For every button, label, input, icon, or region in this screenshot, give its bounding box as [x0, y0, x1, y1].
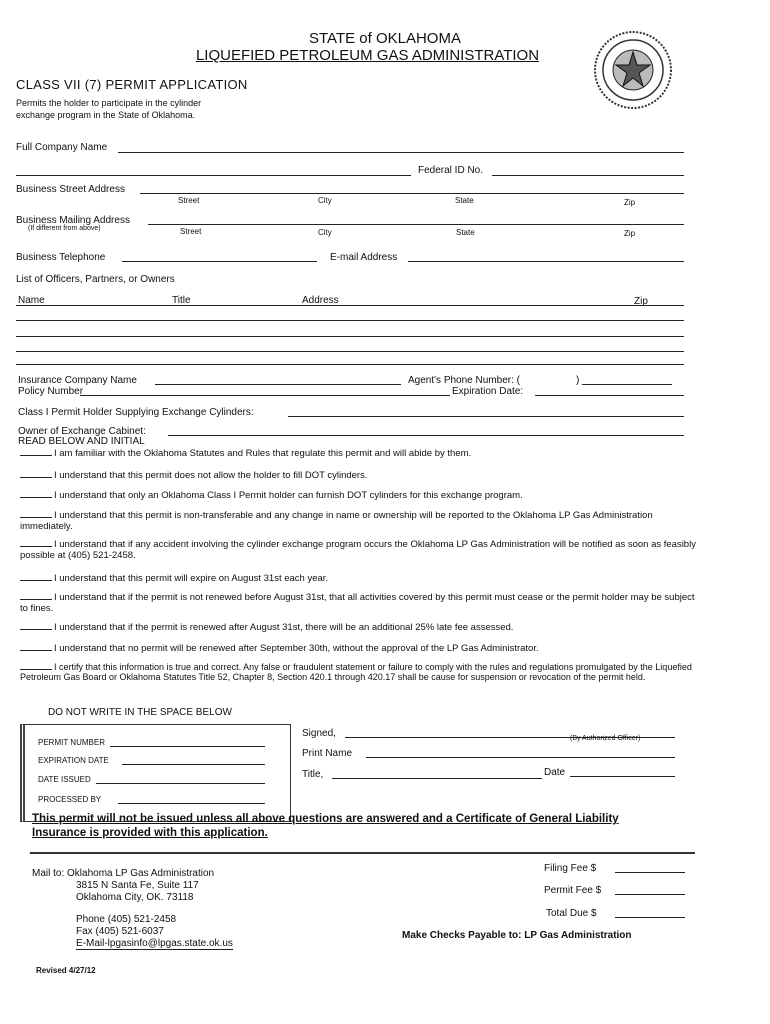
print-name-label: Print Name	[302, 748, 353, 759]
cabinet-owner-label: Owner of Exchange Cabinet:	[18, 426, 146, 437]
statement-7: I understand that if the permit is not renewed before August 31st, that all activities covered by this permit must cease or the permit holder may be subject to fines.	[20, 592, 695, 614]
statement-5: I understand that if any accident involving the cylinder exchange program occurs the Oklahoma LP Gas Administration will be notified as soon as feasibly possible at (405) 521-2458.	[20, 539, 696, 561]
class1-holder-label: Class I Permit Holder Supplying Exchange Cylinders:	[18, 407, 254, 418]
signed-label: Signed,	[302, 728, 336, 739]
expiration-date-field[interactable]	[535, 395, 684, 396]
insurance-company-field[interactable]	[155, 384, 401, 385]
date-issued-field	[96, 783, 265, 784]
permit-fee-field[interactable]	[615, 894, 685, 895]
company-name-label: Full Company Name	[16, 142, 108, 153]
federal-id-label: Federal ID No.	[418, 165, 484, 176]
authorized-officer-note: (By Authorized Officer)	[570, 735, 641, 742]
initial-blank-8[interactable]	[20, 629, 52, 630]
officer-row-3[interactable]	[16, 336, 684, 337]
mailing-street-col-label: Street	[180, 227, 202, 236]
office-email: E-Mail-lpgasinfo@lpgas.state.ok.us	[76, 938, 233, 949]
statement-10: I certify that this information is true and correct. Any false or fraudulent statement or failure to comply with the rules and regulations promulgated by the Liquefied Petroleum Gas Board or Oklahoma Statutes Title 52, Chapter 8, Section 420.1 through 420.17 shall be cause for suspension or revocation of the permit held.	[20, 662, 692, 682]
mail-to-label: Mail to: Oklahoma LP Gas Administration	[32, 868, 215, 879]
mail-address-2: Oklahoma City, OK. 73118	[76, 892, 194, 903]
initial-blank-9[interactable]	[20, 650, 52, 651]
initial-blank-10[interactable]	[20, 669, 52, 670]
statement-1: I am familiar with the Oklahoma Statutes and Rules that regulate this permit and will abide by them.	[20, 448, 700, 459]
date-field[interactable]	[570, 776, 675, 777]
agent-phone-close: )	[576, 375, 580, 386]
mailing-address-field[interactable]	[148, 224, 684, 225]
company-name-field-2[interactable]	[16, 175, 411, 176]
initial-blank-3[interactable]	[20, 497, 52, 498]
city-col-label: City	[318, 196, 332, 205]
class1-holder-field[interactable]	[288, 416, 684, 417]
street-address-field[interactable]	[140, 193, 684, 194]
statement-3: I understand that only an Oklahoma Class I Permit holder can furnish DOT cylinders for this exchange program.	[20, 490, 700, 501]
officer-row-2[interactable]	[16, 320, 684, 321]
read-below-heading: READ BELOW AND INITIAL	[18, 436, 145, 447]
processed-by-field	[118, 803, 265, 804]
initial-blank-6[interactable]	[20, 580, 52, 581]
statement-9: I understand that no permit will be renewed after September 30th, without the approval of the LP Gas Administrator.	[20, 643, 700, 654]
office-fax: Fax (405) 521-6037	[76, 926, 164, 937]
permit-fee-label: Permit Fee $	[544, 885, 602, 896]
name-col-label: Name	[18, 295, 45, 306]
mailing-address-label: Business Mailing Address	[16, 215, 130, 226]
state-col-label: State	[455, 196, 474, 205]
email-field[interactable]	[408, 261, 684, 262]
insurance-company-label: Insurance Company Name	[18, 375, 137, 386]
agent-phone-label: Agent's Phone Number: (	[408, 375, 520, 386]
zip-col-label: Zip	[624, 198, 636, 207]
state-title: STATE of OKLAHOMA	[309, 30, 461, 47]
agency-title: LIQUEFIED PETROLEUM GAS ADMINISTRATION	[195, 47, 540, 64]
office-use-heading: DO NOT WRITE IN THE SPACE BELOW	[48, 707, 232, 718]
date-issued-label: DATE ISSUED	[38, 775, 91, 784]
address-col-label: Address	[302, 295, 339, 306]
notice-line-1: This permit will not be issued unless all above questions are answered and a Certificate of General Liability	[32, 813, 619, 825]
mailing-zip-col-label: Zip	[624, 229, 636, 238]
officers-heading: List of Officers, Partners, or Owners	[16, 274, 175, 285]
policy-number-field[interactable]	[80, 395, 450, 396]
title-field[interactable]	[332, 778, 542, 779]
statement-4: I understand that this permit is non-transferable and any change in name or ownership will be reported to the Oklahoma LP Gas Administration immediately.	[20, 510, 653, 532]
statement-2: I understand that this permit does not allow the holder to fill DOT cylinders.	[20, 470, 700, 481]
initial-blank-1[interactable]	[20, 455, 52, 456]
date-label: Date	[544, 767, 566, 778]
mailing-state-col-label: State	[456, 228, 475, 237]
office-phone: Phone (405) 521-2458	[76, 914, 177, 925]
email-label: E-mail Address	[330, 252, 398, 263]
intro-line-2: exchange program in the State of Oklahoma.	[16, 110, 196, 120]
cabinet-owner-field[interactable]	[168, 435, 684, 436]
processed-by-label: PROCESSED BY	[38, 795, 102, 804]
revised-date: Revised 4/27/12	[36, 966, 96, 975]
policy-number-label: Policy Number	[18, 386, 84, 397]
divider	[30, 852, 695, 854]
street-col-label: Street	[178, 196, 200, 205]
initial-blank-5[interactable]	[20, 546, 52, 547]
filing-fee-label: Filing Fee $	[544, 863, 597, 874]
office-expiration-field	[122, 764, 265, 765]
print-name-field[interactable]	[366, 757, 675, 758]
intro-line-1: Permits the holder to participate in the cylinder	[16, 98, 202, 108]
federal-id-field[interactable]	[492, 175, 684, 176]
form-title: CLASS VII (7) PERMIT APPLICATION	[16, 77, 248, 92]
title-col-label: Title	[172, 295, 191, 306]
statement-6: I understand that this permit will expire on August 31st each year.	[20, 573, 700, 584]
agent-phone-field[interactable]	[582, 384, 672, 385]
title-label: Title,	[302, 769, 324, 780]
notice-line-2: Insurance is provided with this application.	[32, 827, 268, 839]
initial-blank-2[interactable]	[20, 477, 52, 478]
office-expiration-label: EXPIRATION DATE	[38, 756, 109, 765]
telephone-label: Business Telephone	[16, 252, 106, 263]
initial-blank-7[interactable]	[20, 599, 52, 600]
if-different-note: (If different from above)	[28, 225, 101, 232]
officer-row-1[interactable]	[16, 305, 684, 306]
mail-address-1: 3815 N Santa Fe, Suite 117	[76, 880, 199, 891]
street-address-label: Business Street Address	[16, 184, 125, 195]
mailing-city-col-label: City	[318, 228, 332, 237]
telephone-field[interactable]	[122, 261, 317, 262]
permit-number-field	[110, 746, 265, 747]
statement-8: I understand that if the permit is renewed after August 31st, there will be an additional 25% late fee assessed.	[20, 622, 700, 633]
total-due-field[interactable]	[615, 917, 685, 918]
company-name-field[interactable]	[118, 152, 684, 153]
total-due-label: Total Due $	[546, 908, 597, 919]
officer-row-5[interactable]	[16, 364, 684, 365]
expiration-date-label: Expiration Date:	[452, 386, 524, 397]
officer-zip-col-label: Zip	[634, 296, 648, 307]
initial-blank-4[interactable]	[20, 517, 52, 518]
checks-payable-note: Make Checks Payable to: LP Gas Administration	[402, 930, 632, 941]
insurance-notice	[32, 812, 619, 840]
filing-fee-field[interactable]	[615, 872, 685, 873]
permit-number-label: PERMIT NUMBER	[38, 738, 105, 747]
officer-row-4[interactable]	[16, 351, 684, 352]
state-seal-icon	[593, 30, 673, 110]
